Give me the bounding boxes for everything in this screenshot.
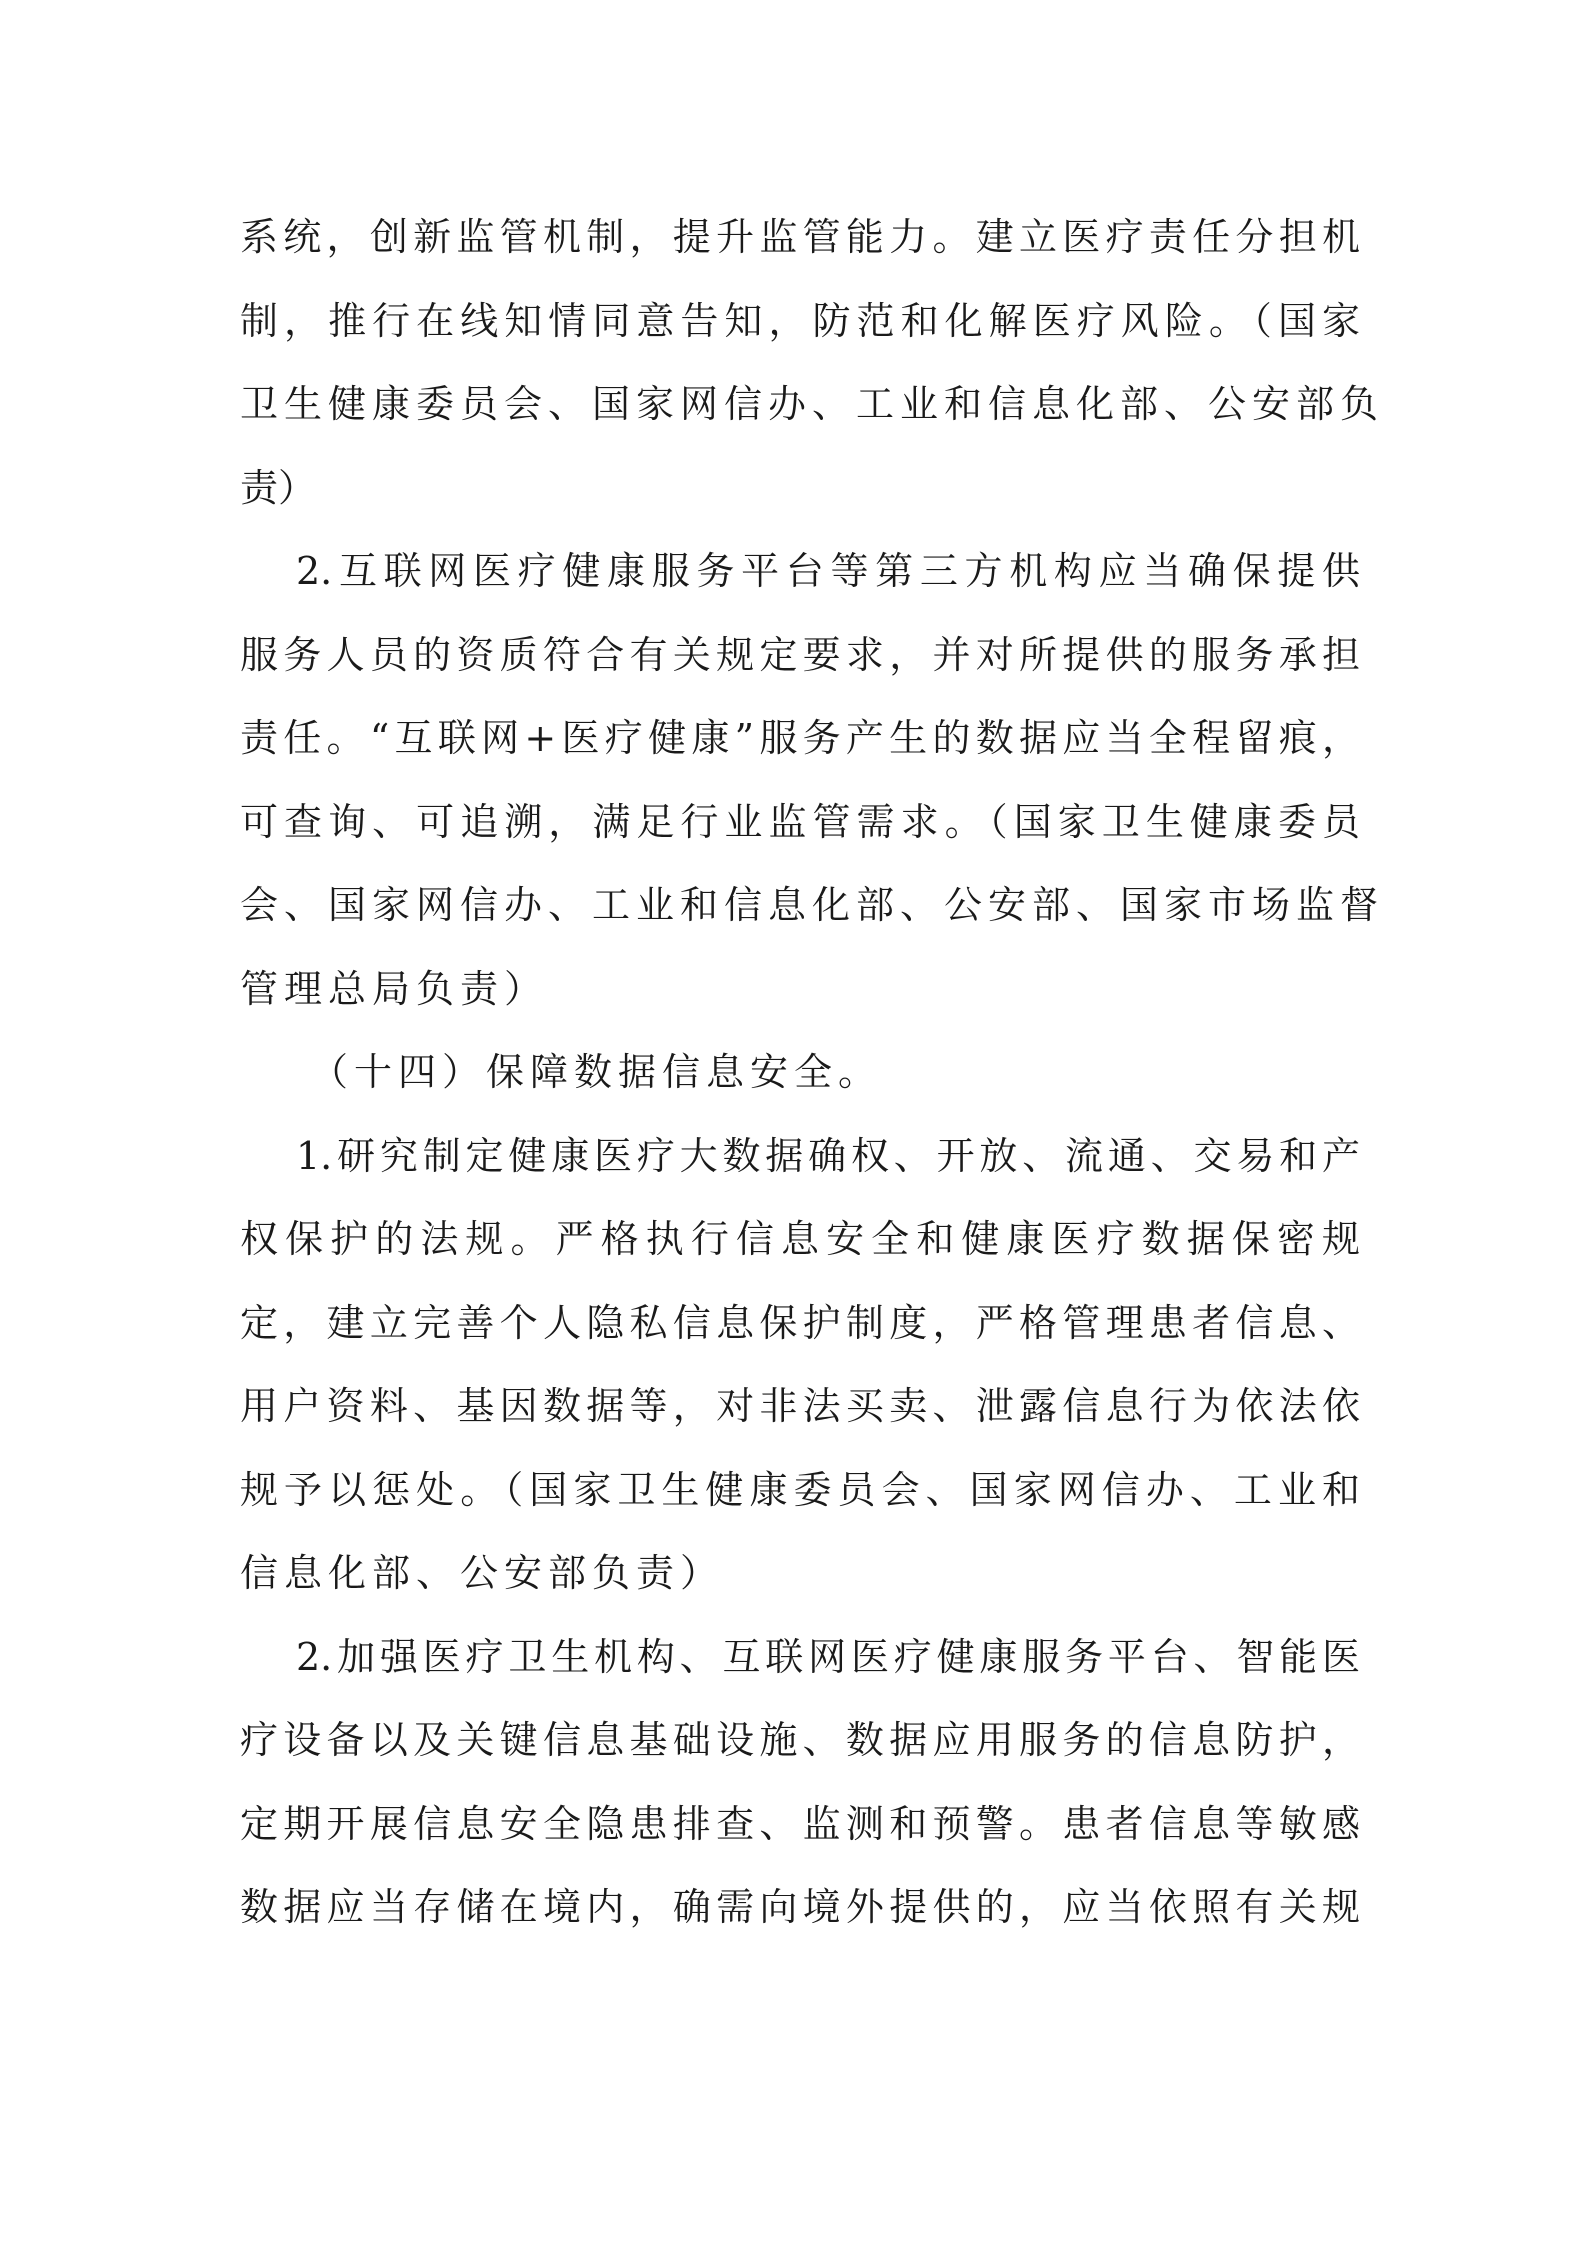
text-line: 用户资料、基因数据等，对非法买卖、泄露信息行为依法依 bbox=[240, 1384, 1360, 1428]
paragraph-continuation bbox=[240, 196, 1385, 530]
text-line: 可查询、可追溯，满足行业监管需求。（国家卫生健康委员 bbox=[240, 799, 1360, 844]
paragraph-item-2-platform-duties bbox=[240, 530, 1385, 1031]
document-body bbox=[240, 196, 1385, 1950]
text-line: 服务人员的资质符合有关规定要求，并对所提供的服务承担 bbox=[240, 632, 1360, 677]
paragraph-item-2-info-protection bbox=[240, 1616, 1360, 1950]
text-line: 管理总局负责） bbox=[240, 966, 549, 1011]
text-line: 系统，创新监管机制，提升监管能力。建立医疗责任分担机 bbox=[240, 215, 1360, 259]
text-line: 2.互联网医疗健康服务平台等第三方机构应当确保提供 bbox=[296, 549, 1360, 593]
text-line: 卫生健康委员会、国家网信办、工业和信息化部、公安部负 bbox=[240, 382, 1385, 426]
text-line: 责任。“互联网+医疗健康”服务产生的数据应当全程留痕， bbox=[240, 716, 1360, 760]
text-line: 疗设备以及关键信息基础设施、数据应用服务的信息防护， bbox=[240, 1718, 1360, 1762]
text-line: 信息化部、公安部负责） bbox=[240, 1551, 725, 1595]
text-line: 会、国家网信办、工业和信息化部、公安部、国家市场监督 bbox=[240, 883, 1385, 927]
text-line: 制，推行在线知情同意告知，防范和化解医疗风险。（国家 bbox=[240, 298, 1360, 343]
text-line: 数据应当存储在境内，确需向境外提供的，应当依照有关规 bbox=[240, 1885, 1360, 1929]
paragraph-item-1-data-rights bbox=[240, 1115, 1360, 1616]
section-heading bbox=[240, 1031, 1360, 1115]
text-line: 规予以惩处。（国家卫生健康委员会、国家网信办、工业和 bbox=[240, 1467, 1360, 1512]
text-line: 责） bbox=[240, 465, 317, 510]
text-line: 权保护的法规。严格执行信息安全和健康医疗数据保密规 bbox=[240, 1217, 1360, 1261]
section-heading-text: （十四）保障数据信息安全。 bbox=[310, 1050, 883, 1094]
text-line: 定，建立完善个人隐私信息保护制度，严格管理患者信息、 bbox=[240, 1300, 1360, 1345]
text-line: 1.研究制定健康医疗大数据确权、开放、流通、交易和产 bbox=[296, 1133, 1360, 1178]
text-line: 定期开展信息安全隐患排查、监测和预警。患者信息等敏感 bbox=[240, 1801, 1360, 1846]
text-line: 2.加强医疗卫生机构、互联网医疗健康服务平台、智能医 bbox=[296, 1634, 1360, 1679]
